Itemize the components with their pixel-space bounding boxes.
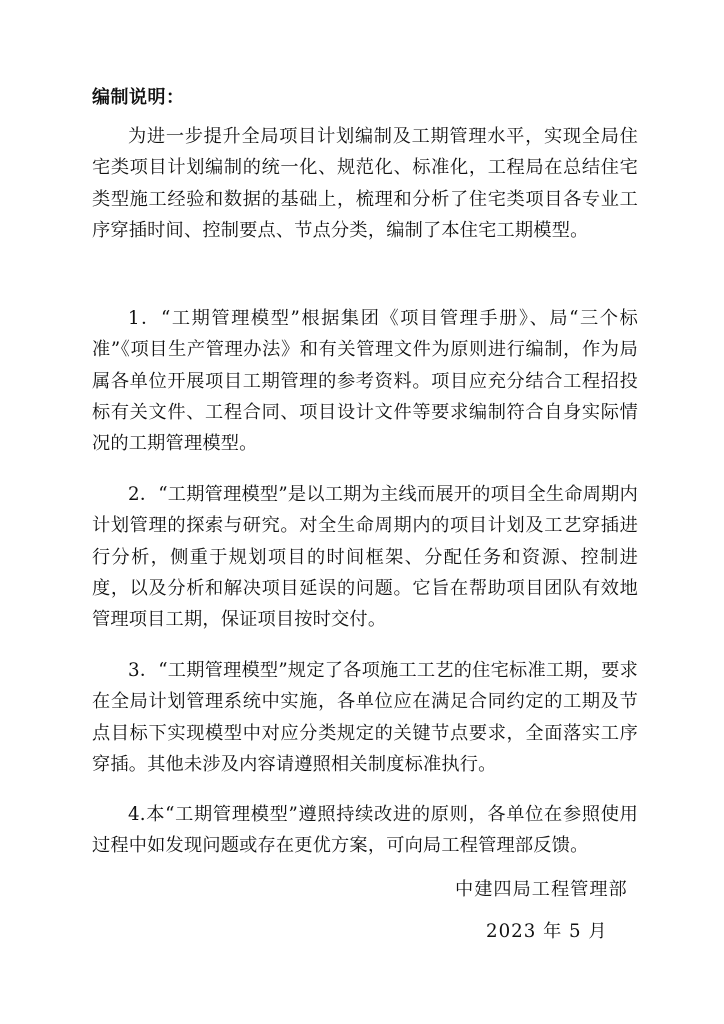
signature-date: 2023 年 5 月 [486, 921, 608, 942]
document-heading: 编制说明： [92, 87, 185, 108]
clause-4-paragraph: 4.本“工期管理模型”遵照持续改进的原则，各单位在参照使用过程中如发现问题或存在更优方案，可向局工程管理部反馈。 [92, 804, 638, 857]
signature-organization: 中建四局工程管理部 [455, 879, 628, 900]
intro-paragraph: 为进一步提升全局项目计划编制及工期管理水平，实现全局住宅类项目计划编制的统一化、规范化、标准化，工程局在总结住宅类型施工经验和数据的基础上，梳理和分析了住宅类项目各专业工序穿插时间、控制要点、节点分类，编制了本住宅工期模型。 [92, 126, 638, 241]
clause-1-paragraph: 1．“工期管理模型”根据集团《项目管理手册》、局“三个标准”《项目生产管理办法》和有关管理文件为原则进行编制，作为局属各单位开展项目工期管理的参考资料。项目应充分结合工程招投标有关文件、工程合同、项目设计文件等要求编制符合自身实际情况的工期管理模型。 [92, 308, 638, 455]
clause-3-paragraph: 3．“工期管理模型”规定了各项施工工艺的住宅标准工期，要求在全局计划管理系统中实施，各单位应在满足合同约定的工期及节点目标下实现模型中对应分类规定的关键节点要求，全面落实工序穿插。其他未涉及内容请遵照相关制度标准执行。 [92, 660, 638, 775]
clause-2-paragraph: 2．“工期管理模型”是以工期为主线而展开的项目全生命周期内计划管理的探索与研究。对全生命周期内的项目计划及工艺穿插进行分析，侧重于规划项目的时间框架、分配任务和资源、控制进度，以及分析和解决项目延误的问题。它旨在帮助项目团队有效地管理项目工期，保证项目按时交付。 [92, 484, 638, 631]
